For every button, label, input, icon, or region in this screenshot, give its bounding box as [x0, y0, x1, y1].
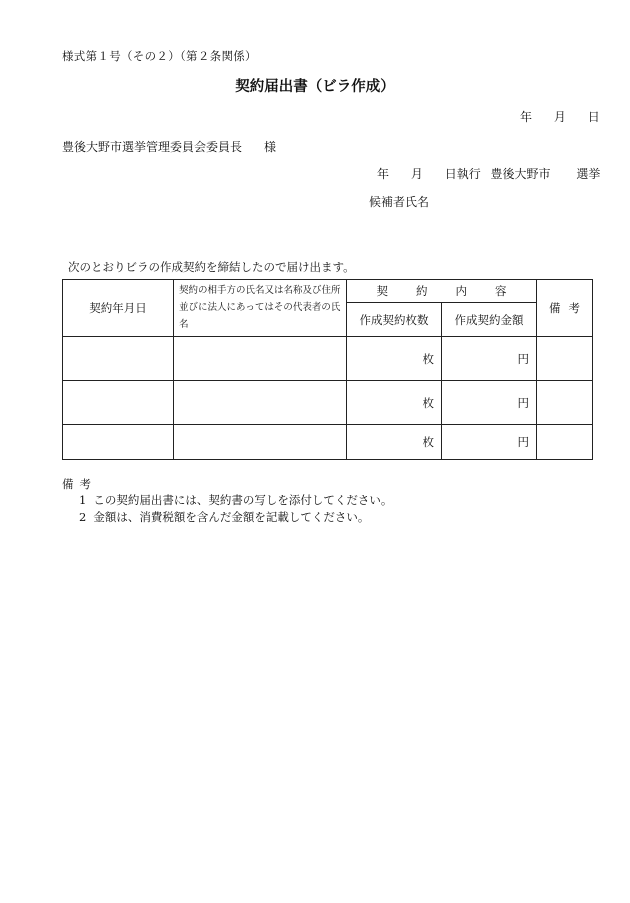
candidate-name-label: 候補者氏名 — [369, 195, 430, 209]
note-number: 1 — [79, 493, 87, 507]
unit-sheets-label: 枚 — [422, 351, 434, 366]
intro-text: 次のとおりビラの作成契約を締結したので届け出ます。 — [68, 260, 355, 274]
notes-title-char-1: 備 — [62, 477, 74, 491]
table-row — [63, 337, 593, 381]
note-number: 2 — [79, 510, 87, 524]
header-amount: 作成契約金額 — [442, 303, 537, 337]
cell-quantity[interactable] — [347, 337, 442, 381]
header-quantity: 作成契約枚数 — [347, 303, 442, 337]
recipient-line — [62, 138, 276, 155]
election-month-label: 月 — [410, 167, 423, 181]
election-year-label: 年 — [377, 167, 390, 181]
election-line — [377, 165, 600, 182]
note-text: 金額は、消費税額を含んだ金額を記載してください。 — [93, 510, 370, 524]
election-city: 豊後大野市 — [490, 167, 551, 181]
note-item — [79, 509, 369, 525]
cell-amount[interactable] — [442, 337, 537, 381]
notes-title — [62, 476, 97, 492]
unit-sheets-label: 枚 — [422, 435, 434, 449]
cell-remarks[interactable] — [537, 337, 593, 381]
unit-sheets-label: 枚 — [422, 395, 434, 410]
cell-contract-party[interactable] — [174, 337, 347, 381]
header-contract-date: 契約年月日 — [63, 280, 174, 337]
election-name-label: 選挙 — [576, 167, 601, 181]
header-content-char-1: 契 — [376, 284, 388, 299]
header-remarks — [537, 280, 593, 337]
recipient-name: 豊後大野市選挙管理委員会委員長 — [62, 140, 243, 154]
cell-contract-party[interactable] — [174, 425, 347, 460]
unit-yen-label: 円 — [517, 395, 529, 410]
note-item — [79, 492, 392, 508]
form-number: 様式第１号（その２）（第２条関係） — [62, 49, 257, 63]
cell-amount[interactable] — [442, 381, 537, 425]
cell-remarks[interactable] — [537, 381, 593, 425]
header-remarks-char-1: 備 — [549, 301, 561, 315]
cell-amount[interactable] — [442, 425, 537, 460]
unit-yen-label: 円 — [517, 435, 529, 449]
cell-quantity[interactable] — [347, 425, 442, 460]
cell-contract-party[interactable] — [174, 381, 347, 425]
cell-remarks[interactable] — [537, 425, 593, 460]
cell-contract-date[interactable] — [63, 381, 174, 425]
cell-quantity[interactable] — [347, 381, 442, 425]
cell-contract-date[interactable] — [63, 425, 174, 460]
recipient-honorific: 様 — [264, 140, 277, 154]
table-row — [63, 381, 593, 425]
election-executed-label: 日執行 — [444, 167, 481, 181]
header-remarks-char-2: 考 — [568, 301, 580, 315]
contract-table — [62, 279, 593, 460]
document-title: 契約届出書（ビラ作成） — [235, 78, 395, 95]
header-content-char-3: 内 — [455, 284, 467, 299]
day-label: 日 — [587, 110, 600, 124]
cell-contract-date[interactable] — [63, 337, 174, 381]
note-text: この契約届出書には、契約書の写しを添付してください。 — [93, 493, 393, 507]
header-contract-party: 契約の相手方の氏名又は名称及び住所並びに法人にあってはその代表者の氏名 — [174, 280, 347, 337]
table-row — [63, 425, 593, 460]
submission-date — [500, 108, 600, 125]
year-label: 年 — [520, 110, 533, 124]
header-content-char-4: 容 — [495, 284, 507, 299]
notes-title-char-2: 考 — [79, 477, 91, 491]
unit-yen-label: 円 — [517, 351, 529, 366]
header-content-char-2: 約 — [416, 284, 428, 299]
month-label: 月 — [553, 110, 566, 124]
header-contract-content — [347, 280, 537, 303]
